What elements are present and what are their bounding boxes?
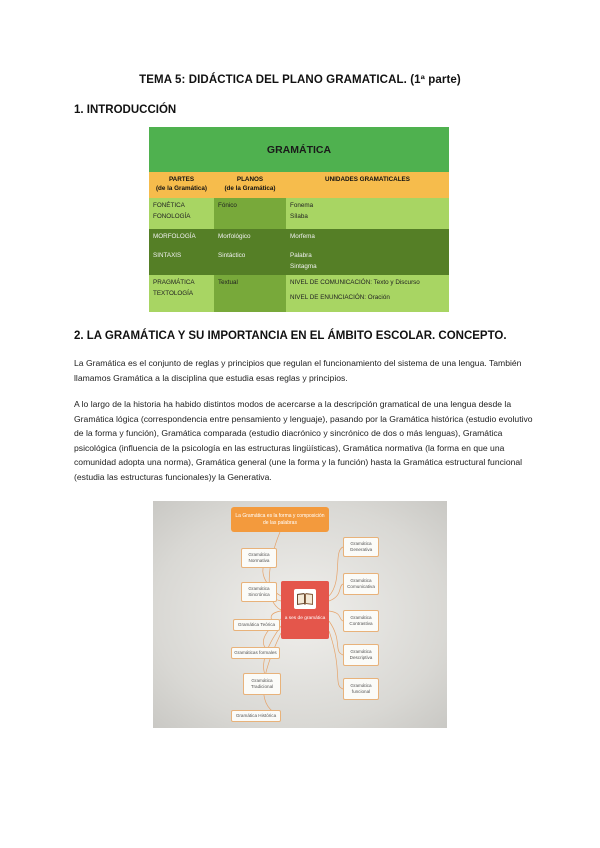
cell-parte: MORFOLOGÍA [153,233,196,240]
cell-unidad: Sintagma [290,263,317,270]
cell-unidad: NIVEL DE COMUNICACIÓN: Texto y Discurso [290,279,420,286]
table-row [149,198,449,229]
cell-parte: PRAGMÁTICA [153,279,195,286]
cell-parte: TEXTOLOGÍA [153,290,194,297]
mind-map-node-left: Gramática Tradicional [243,673,281,695]
table-header-row [149,172,449,198]
cell-unidad: Sílaba [290,213,308,220]
mind-map-node-left: Gramática Normativa [241,548,277,568]
cell-plano: Sintáctico [218,252,246,259]
cell-unidad: Fonema [290,202,314,209]
paragraph-historia: A lo largo de la historia ha habido distintos modos de acercarse a la descripción gramatical de una lengua desde la Gramática lógica (correspondencia entre pensamiento y lenguaje), pasando por la Gramática histórica (estudio evolutivo de la forma y función), Gramática comparada (estudio diacrónico y sincrónico de dos o más lenguas), Gramática psicológica (influencia de la psicología en las estructuras lingüísticas), Gramática normativa (la forma en que una comunidad adopta una norma), Gramática general (une la forma y la función) hasta la Gramática estructural funcional (estudia las estructuras funcionales)y la Generativa. [74,399,533,482]
cell-plano: Textual [218,279,238,286]
mind-map-node-right: Gramática Comunicativa [343,573,379,595]
cell-parte: FONÉTICA [153,202,185,209]
cell-unidad: Morfema [290,233,315,240]
table-title: GRAMÁTICA [149,127,449,172]
cell-plano: Morfológico [218,233,251,240]
mind-map-node-right: Gramática funcional [343,678,379,700]
cell-unidad: NIVEL DE ENUNCIACIÓN: Oración [290,294,390,301]
cell-plano: Fónico [218,202,237,209]
grammar-mind-map [153,501,447,728]
mind-map-node-left: Gramática Sincrónica [241,582,277,602]
section-heading-gramatica-escolar: 2. LA GRAMÁTICA Y SU IMPORTANCIA EN EL ÁMBITO ESCOLAR. CONCEPTO. [74,330,507,342]
paragraph-definicion: La Gramática es el conjunto de reglas y principios que regulan el funcionamiento del sistema de una lengua. También llamamos Gramática a la disciplina que estudia esas reglas y principios. [74,358,522,383]
mind-map-node-right: Gramática Descriptiva [343,644,379,666]
mind-map-node-left: Gramática Histórica [231,710,281,722]
mind-map-node-right: Gramática Generativa [343,537,379,557]
page-title: TEMA 5: DIDÁCTICA DEL PLANO GRAMATICAL. (1ª parte) [139,74,461,86]
cell-parte: FONOLOGÍA [153,213,191,220]
mind-map-title: La Gramática es la forma y composición de las palabras [231,507,329,532]
header-planos: PLANOS (de la Gramática) [214,172,286,198]
cell-parte: SINTAXIS [153,252,182,259]
cell-unidad: Palabra [290,252,312,259]
grammar-table [149,127,449,312]
table-row [149,275,449,312]
section-heading-introduccion: 1. INTRODUCCIÓN [74,104,177,116]
mind-map-node-left: Gramáticas formales [231,647,280,659]
header-partes: PARTES (de la Gramática) [149,172,214,198]
mind-map-center [281,581,329,639]
mind-map-node-right: Gramática Contrastiva [343,610,379,632]
header-unidades: UNIDADES GRAMATICALES [286,172,449,198]
mind-map-node-left: Gramática Teórica [233,619,280,631]
book-icon [294,589,316,609]
mind-map-center-label: a ses de gramática [284,616,326,621]
table-row [149,229,449,275]
